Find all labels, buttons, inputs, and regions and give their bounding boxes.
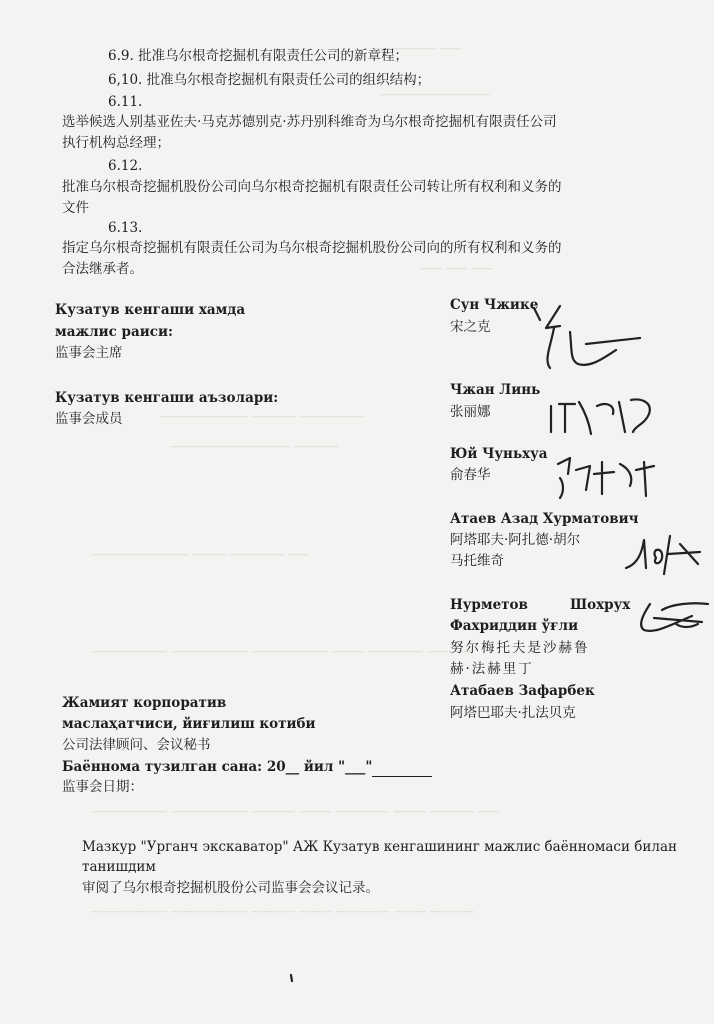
- members-heading: Кузатув кенгаши аъзолари:: [55, 390, 279, 406]
- bleed-through-text: ——————— ——————— ———— ——— ————— ——— ———— ——: [90, 805, 500, 818]
- member-name-zh: 俞春华: [450, 467, 491, 483]
- chair-name: Сун Чжике: [450, 297, 539, 313]
- resolution-item: 6,10. 批准乌尔根奇挖掘机有限责任公司的组织结构；: [108, 72, 431, 88]
- member-name-zh: 马托维奇: [450, 553, 504, 569]
- member-name-zh: 阿塔耶夫·阿扎德·胡尔: [450, 532, 581, 548]
- resolution-text: 合法继承者。: [62, 261, 143, 277]
- member-name: Фахриддин ўғли: [450, 618, 579, 634]
- bleed-through-text: ——————————: [380, 88, 490, 101]
- member-name-zh: 赫·法赫里丁: [450, 661, 534, 677]
- bleed-through-text: ——————— ——————— ———— ——— ————— ——— ————: [90, 905, 474, 918]
- member-signature: [550, 452, 660, 502]
- member-name-zh: 努尔梅托夫是沙赫鲁: [450, 640, 590, 656]
- chair-title: Кузатув кенгаши хамда: [55, 302, 246, 318]
- member-name-zh: 阿塔巴耶夫·扎法贝克: [450, 705, 576, 721]
- secretary-title: маслаҳатчиси, йиғилиш котиби: [62, 716, 316, 732]
- acknowledgement-text-zh: 审阅了乌尔根奇挖掘机股份公司监事会会议记录。: [82, 880, 379, 896]
- acknowledgement-text: Мазкур "Урганч экскаватор" АЖ Кузатув кенгашининг мажлис баённомаси билан: [82, 839, 677, 855]
- acknowledgement-text: танишдим: [82, 859, 156, 875]
- resolution-text: 选举候选人别基亚佐夫·马克苏德别克·苏丹别科维奇为乌尔根奇挖掘机有限责任公司: [62, 114, 557, 130]
- resolution-number: 6.13.: [108, 220, 143, 236]
- resolution-item: 6.9. 批准乌尔根奇挖掘机有限责任公司的新章程；: [108, 48, 409, 64]
- protocol-date: Баённома тузилган сана: 20__ йил "___": [62, 758, 432, 777]
- member-signature: [620, 528, 708, 578]
- member-name: Юй Чуньхуа: [450, 446, 548, 462]
- ink-mark: [289, 973, 295, 983]
- member-name: Атаев Азад Хурматович: [450, 511, 639, 527]
- bleed-through-text: ——————— ——————— ——————— ——— ————— ————: [90, 645, 471, 658]
- bleed-through-text: —————— ——: [370, 42, 462, 55]
- resolution-text: 批准乌尔根奇挖掘机股份公司向乌尔根奇挖掘机有限责任公司转让所有权利和义务的: [62, 179, 562, 195]
- member-name-zh: 张丽娜: [450, 404, 491, 420]
- chair-title: мажлис раиси:: [55, 324, 173, 340]
- members-heading-zh: 监事会成员: [55, 411, 123, 427]
- chair-signature: [520, 298, 650, 376]
- resolution-number: 6.12.: [108, 158, 143, 174]
- chair-name-zh: 宋之克: [450, 319, 491, 335]
- resolution-number: 6.11.: [108, 94, 143, 110]
- member-name: Нурметов: [450, 597, 528, 613]
- member-name: Шохрух: [570, 597, 631, 613]
- member-name: Атабаев Зафарбек: [450, 683, 595, 699]
- bleed-through-text: ————————— ——— ————— ——: [90, 548, 310, 561]
- member-signature: [632, 594, 712, 638]
- bleed-through-text: ———————— ———— ——————: [160, 410, 365, 423]
- chair-title-zh: 监事会主席: [55, 345, 123, 361]
- secretary-title: Жамият корпоратив: [62, 695, 227, 711]
- secretary-title-zh: 公司法律顾问、会议秘书: [62, 737, 211, 753]
- resolution-text: 文件: [62, 200, 89, 216]
- bleed-through-text: ——————————— ————: [170, 440, 339, 453]
- member-name: Чжан Линь: [450, 382, 541, 398]
- bleed-through-text: —— —— ——: [420, 262, 493, 275]
- date-blank-line: [372, 758, 432, 777]
- member-signature: [545, 392, 665, 442]
- resolution-text: 指定乌尔根奇挖掘机有限责任公司为乌尔根奇挖掘机股份公司向的所有权利和义务的: [62, 240, 562, 256]
- resolution-text: 执行机构总经理；: [62, 135, 170, 151]
- protocol-date-zh: 监事会日期：: [62, 779, 143, 795]
